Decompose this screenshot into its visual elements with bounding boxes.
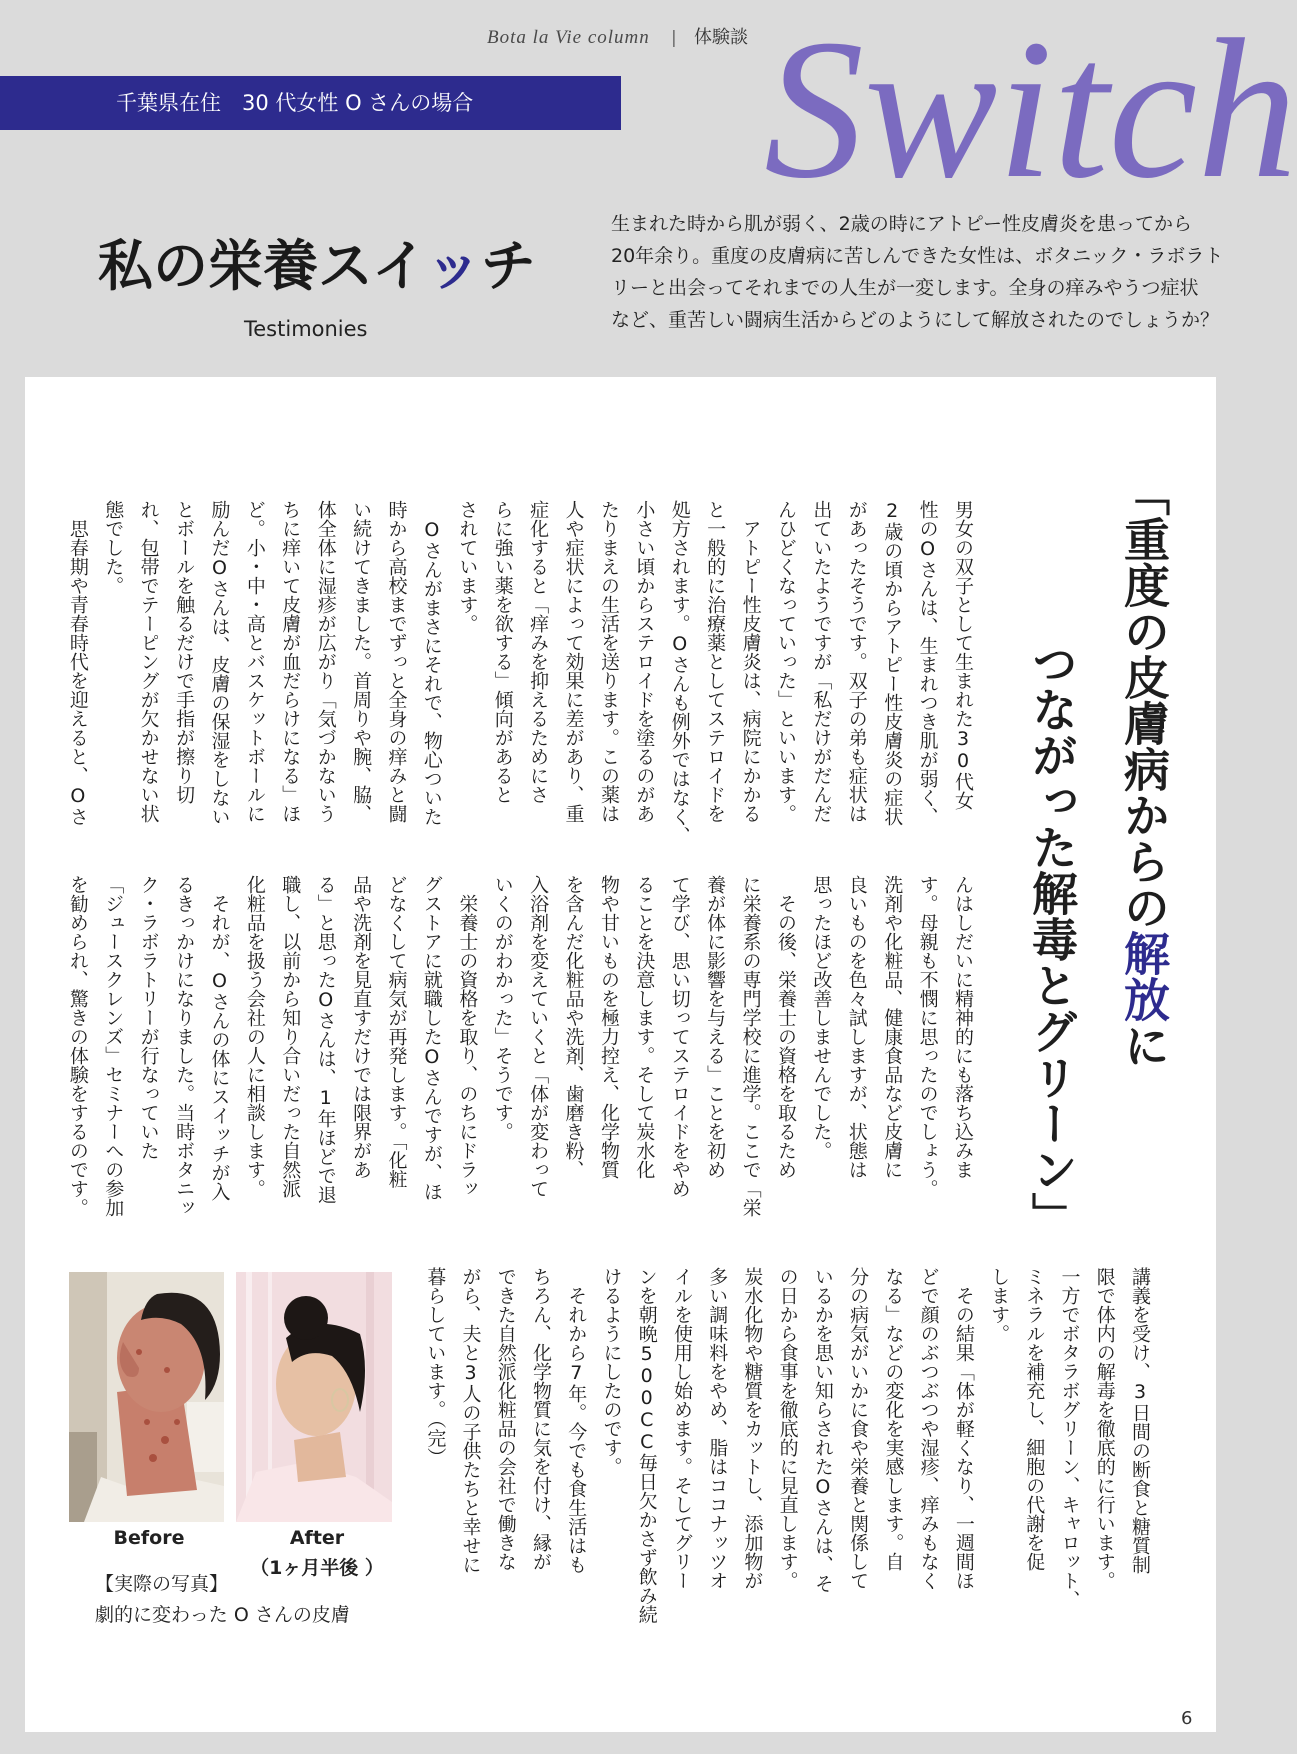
text-column: 男女の双子として生まれた30代女 (952, 500, 974, 810)
text-column: されています。 (456, 500, 479, 633)
text-column: 暮らしています。（完） (424, 1267, 447, 1467)
intro-line: リーと出会ってそれまでの人生が一変します。全身の痒みやうつ症状 (611, 277, 1199, 299)
headline-accent: 解放 (1117, 930, 1171, 1022)
text-column: 一方でボタラボグリーン、キャロット、 (1058, 1267, 1081, 1609)
text-column: いるかを思い知らされたOさんは、そ (811, 1267, 834, 1593)
photo-caption-text: 劇的に変わった O さんの皮膚 (95, 1604, 350, 1626)
intro-line: 生まれた時から肌が弱く、2歳の時にアトピー性皮膚炎を患ってから (611, 213, 1192, 235)
profile-banner (0, 76, 621, 130)
text-column: どで顔のぶつぶつや湿疹、痒みもなく (917, 1267, 940, 1590)
text-column: その結果「体が軽くなり、一週間ほ (952, 1267, 975, 1590)
text-column: なる」などの変化を実感します。自 (882, 1267, 905, 1571)
text-column: 2歳の頃からアトピー性皮膚炎の症状 (881, 500, 904, 826)
after-photo-image (236, 1272, 392, 1522)
text-column: に栄養系の専門学校に進学。ここで「栄 (739, 875, 762, 1217)
text-column: ることを決意します。そして炭水化 (633, 875, 656, 1179)
before-photo (69, 1272, 224, 1522)
text-column: 態でした。 (102, 500, 125, 595)
page-title-part1: 私の栄養スイ (98, 234, 426, 298)
text-column: グストアに就職したOさんですが、ほ (420, 875, 443, 1201)
text-column: 分の病気がいかに食や栄養と関係して (847, 1267, 870, 1590)
text-column: んひどくなっていった」といいます。 (774, 500, 797, 823)
text-column: アトピー性皮膚炎は、病院にかかる (739, 500, 762, 823)
headline-column-2: つながった解毒とグリーン」 (1025, 640, 1079, 1238)
text-column: い続けてきました。首周りや腕、脇、 (350, 500, 373, 823)
text-column: ちろん、化学物質に気を付け、縁が (530, 1267, 553, 1571)
text-column: す。母親も不憫に思ったのでしょう。 (916, 875, 939, 1198)
text-column: どなくして病気が再発します。「化粧 (385, 875, 408, 1189)
text-column: ンを朝晩500CC毎日欠かさず飲み続 (635, 1267, 658, 1624)
text-column: 物や甘いものを極力控え、化学物質 (597, 875, 620, 1179)
intro-paragraph (611, 208, 1236, 336)
profile-banner-text: 千葉県在住 30 代女性 O さんの場合 (116, 91, 474, 115)
after-label: After (289, 1527, 345, 1549)
text-column: 限で体内の解毒を徹底的に行います。 (1093, 1267, 1116, 1590)
text-column: と一般的に治療薬としてステロイドを (704, 500, 727, 823)
text-column: 励んだOさんは、皮膚の保湿をしない (208, 500, 231, 826)
text-column: て学び、思い切ってステロイドをやめ (668, 875, 691, 1198)
before-photo-image (69, 1272, 224, 1522)
page-title-accent: ッ (425, 234, 481, 298)
text-column: 処方されます。Oさんも例外ではなく、 (668, 500, 691, 845)
text-column: の日から食事を徹底的に見直します。 (776, 1267, 799, 1590)
text-column: 思ったほど改善しませんでした。 (810, 875, 833, 1160)
script-title-wrap (740, 0, 1297, 220)
headline-column-1 (1118, 470, 1170, 1068)
intro-line: 20年余り。重度の皮膚病に苦しんできた女性は、ボタニック・ラボラト (611, 245, 1224, 267)
before-label: Before (113, 1527, 185, 1549)
text-column: 栄養士の資格を取り、のちにドラッ (456, 875, 479, 1198)
text-column: 養が体に影響を与える」ことを初め (704, 875, 727, 1179)
article-tier-1 (59, 500, 980, 850)
text-column: 思春期や青春時代を迎えると、Oさ (66, 500, 89, 826)
text-column: できた自然派化粧品の会社で働きな (494, 1267, 517, 1571)
text-column: 品や洗剤を見直すだけでは限界があ (350, 875, 373, 1179)
photo-caption-title: 【実際の写真】 (95, 1573, 229, 1595)
text-column: るきっかけになりました。当時ボタニッ (173, 875, 196, 1217)
text-column: 小さい頃からステロイドを塗るのがあ (633, 500, 656, 823)
text-column: イルを使用し始めます。そしてグリー (670, 1267, 693, 1590)
page-title (98, 236, 536, 296)
column-series-name: Bota la Vie column (487, 27, 650, 48)
text-column: がら、夫と3人の子供たちと幸せに (459, 1267, 482, 1574)
article-tier-3 (417, 1267, 1157, 1624)
page-title-part2: チ (480, 234, 536, 298)
text-column: 講義を受け、3日間の断食と糖質制 (1129, 1267, 1151, 1574)
headline-text: に (1117, 1022, 1171, 1068)
after-photo (236, 1272, 392, 1522)
text-column: 体全体に湿疹が広がり「気づかないう (314, 500, 337, 823)
script-title: Switch (764, 0, 1297, 220)
text-column: Oさんがまさにそれで、物心ついた (420, 500, 443, 826)
text-column: その後、栄養士の資格を取るため (774, 875, 797, 1179)
text-column: いくのがわかった」そうです。 (491, 875, 514, 1141)
intro-line: など、重苦しい闘病生活からどのようにして解放されたのでしょうか？ (611, 309, 1220, 331)
text-column: 入浴剤を変えていくと「体が変わって (527, 875, 550, 1198)
text-column: 職し、以前から知り合いだった自然派 (279, 875, 302, 1198)
text-column: んはしだいに精神的にも落ち込みま (952, 875, 974, 1179)
text-column: ク・ラボラトリーが行なっていた (137, 875, 160, 1160)
text-column: 人や症状によって効果に差があり、重 (562, 500, 585, 823)
article-tier-2 (59, 875, 980, 1225)
text-column: らに強い薬を欲する」傾向があると (491, 500, 514, 804)
header-separator: | (671, 28, 677, 48)
text-column: れ、包帯でテーピングが欠かせない状 (137, 500, 160, 823)
text-column: る」と思ったOさんは、1年ほどで退 (314, 875, 337, 1204)
text-column: ミネラルを補充し、細胞の代謝を促 (1023, 1267, 1046, 1571)
text-column: 多い調味料をやめ、脂はココナッツオ (706, 1267, 729, 1590)
text-column: 洗剤や化粧品、健康食品など皮膚に (881, 875, 904, 1179)
text-column: それが、Oさんの体にスイッチが入 (208, 875, 231, 1201)
page-number: 6 (1181, 1708, 1193, 1729)
text-column: 症化すると「痒みを抑えるためにさ (527, 500, 550, 804)
text-column: それから7年。今でも食生活はも (565, 1267, 588, 1574)
text-column: します。 (988, 1267, 1011, 1343)
text-column: ちに痒いて皮膚が血だらけになる」ほ (279, 500, 302, 823)
column-category: 体験談 (694, 27, 748, 48)
text-column: 出ていたようですが「私だけがだんだ (810, 500, 833, 823)
text-column: 炭水化物や糖質をカットし、添加物が (741, 1267, 764, 1590)
text-column: 時から高校までずっと全身の痒みと闘 (385, 500, 408, 823)
text-column: を含んだ化粧品や洗剤、歯磨き粉、 (562, 875, 585, 1179)
text-column: たりまえの生活を送ります。この薬は (597, 500, 620, 823)
text-column: 化粧品を扱う会社の人に相談します。 (243, 875, 266, 1198)
text-column: ど。小・中・高とバスケットボールに (243, 500, 266, 823)
text-column: 性のOさんは、生まれつき肌が弱く、 (916, 500, 939, 826)
text-column: 「ジュースクレンズ」セミナーへの参加 (102, 875, 125, 1217)
text-column: とボールを触るだけで手指が擦り切 (173, 500, 196, 804)
page-subtitle: Testimonies (244, 317, 368, 341)
text-column: 良いものを色々試しますが、状態は (845, 875, 868, 1179)
text-column: を勧められ、驚きの体験をするのです。 (66, 875, 89, 1217)
headline-text: 「重度の皮膚病からの (1117, 470, 1171, 930)
text-column: があったそうです。双子の弟も症状は (845, 500, 868, 823)
after-timing-note: （1ヶ月半後 ） (250, 1557, 384, 1579)
text-column: けるようにしたのです。 (600, 1267, 623, 1476)
